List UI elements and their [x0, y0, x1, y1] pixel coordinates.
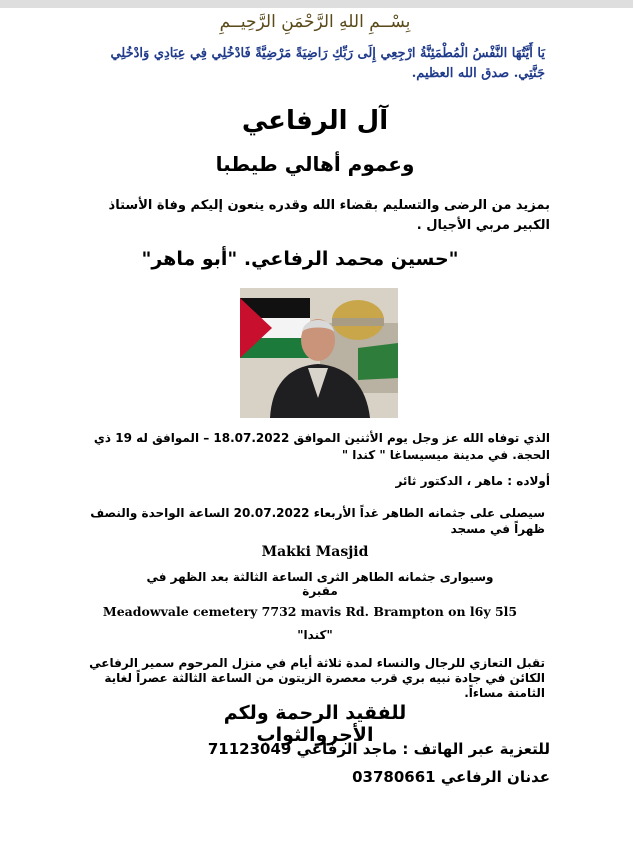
deceased-photo	[240, 288, 398, 418]
children-text: أولاده : ماهر ، الدكتور ثائر	[395, 474, 550, 488]
family-name: آل الرفاعي	[241, 106, 389, 136]
country-label: "كندا"	[297, 628, 333, 642]
family-subtitle: وعموم أهالي طيطبا	[215, 152, 415, 176]
contact-line-2: عدنان الرفاعي 03780661	[352, 768, 550, 786]
closing-prayer: للفقيد الرحمة ولكم الأجروالثواب	[223, 702, 407, 746]
basmala: بِسْــمِ اللهِ الرَّحْمَنِ الرَّحِيــمِ	[219, 12, 411, 32]
death-info-text: الذي توفاه الله عز وجل يوم الأثنين الموافق 18.07.2022 – الموافق له 19 ذي الحجة. في مدينة ميسيساغا " كندا "	[93, 431, 550, 462]
condolences-text: تقبل التعازي للرجال والنساء لمدة ثلاثة أيام في منزل المرحوم سمير الرفاعي الكائن في جادة نبيه بري قرب معصرة الزيتون من الساعة الثالثة عصراً لغاية الثامنة مساءاً.	[89, 656, 545, 700]
funeral-prayer-text: سيصلى على جثمانه الطاهر غداً الأربعاء 20.07.2022 الساعة الواحدة والنصف ظهراً في مسجد	[90, 506, 545, 536]
portrait-image	[240, 288, 398, 418]
deceased-name: "حسين محمد الرفاعي. "أبو ماهر"	[141, 248, 459, 270]
announcement-text: بمزيد من الرضى والتسليم بقضاء الله وقدره ينعون إليكم وفاة الأستاذ الكبير مربي الأجيال .	[108, 198, 550, 233]
top-strip	[0, 0, 633, 8]
burial-text: وسيوارى جثمانه الطاهر الثرى الساعة الثالثة بعد الظهر في مقبرة	[146, 570, 494, 598]
cemetery-address: Meadowvale cemetery 7732 mavis Rd. Brampton on l6y 5l5	[102, 604, 518, 619]
masjid-name: Makki Masjid	[261, 544, 369, 560]
contact-line-1: للتعزية عبر الهاتف : ماجد الرفاعي 71123049	[207, 740, 550, 758]
quran-verse: يَا أَيَّتُهَا النَّفْسُ الْمُطْمَئِنَّةُ ارْجِعِي إِلَى رَبِّكِ رَاضِيَةً مَرْضِيَّةً فَادْخُلِي فِي عِبَادِي وَادْخُلِي جَنَّتِي. صدق الله العظيم.	[110, 46, 545, 81]
